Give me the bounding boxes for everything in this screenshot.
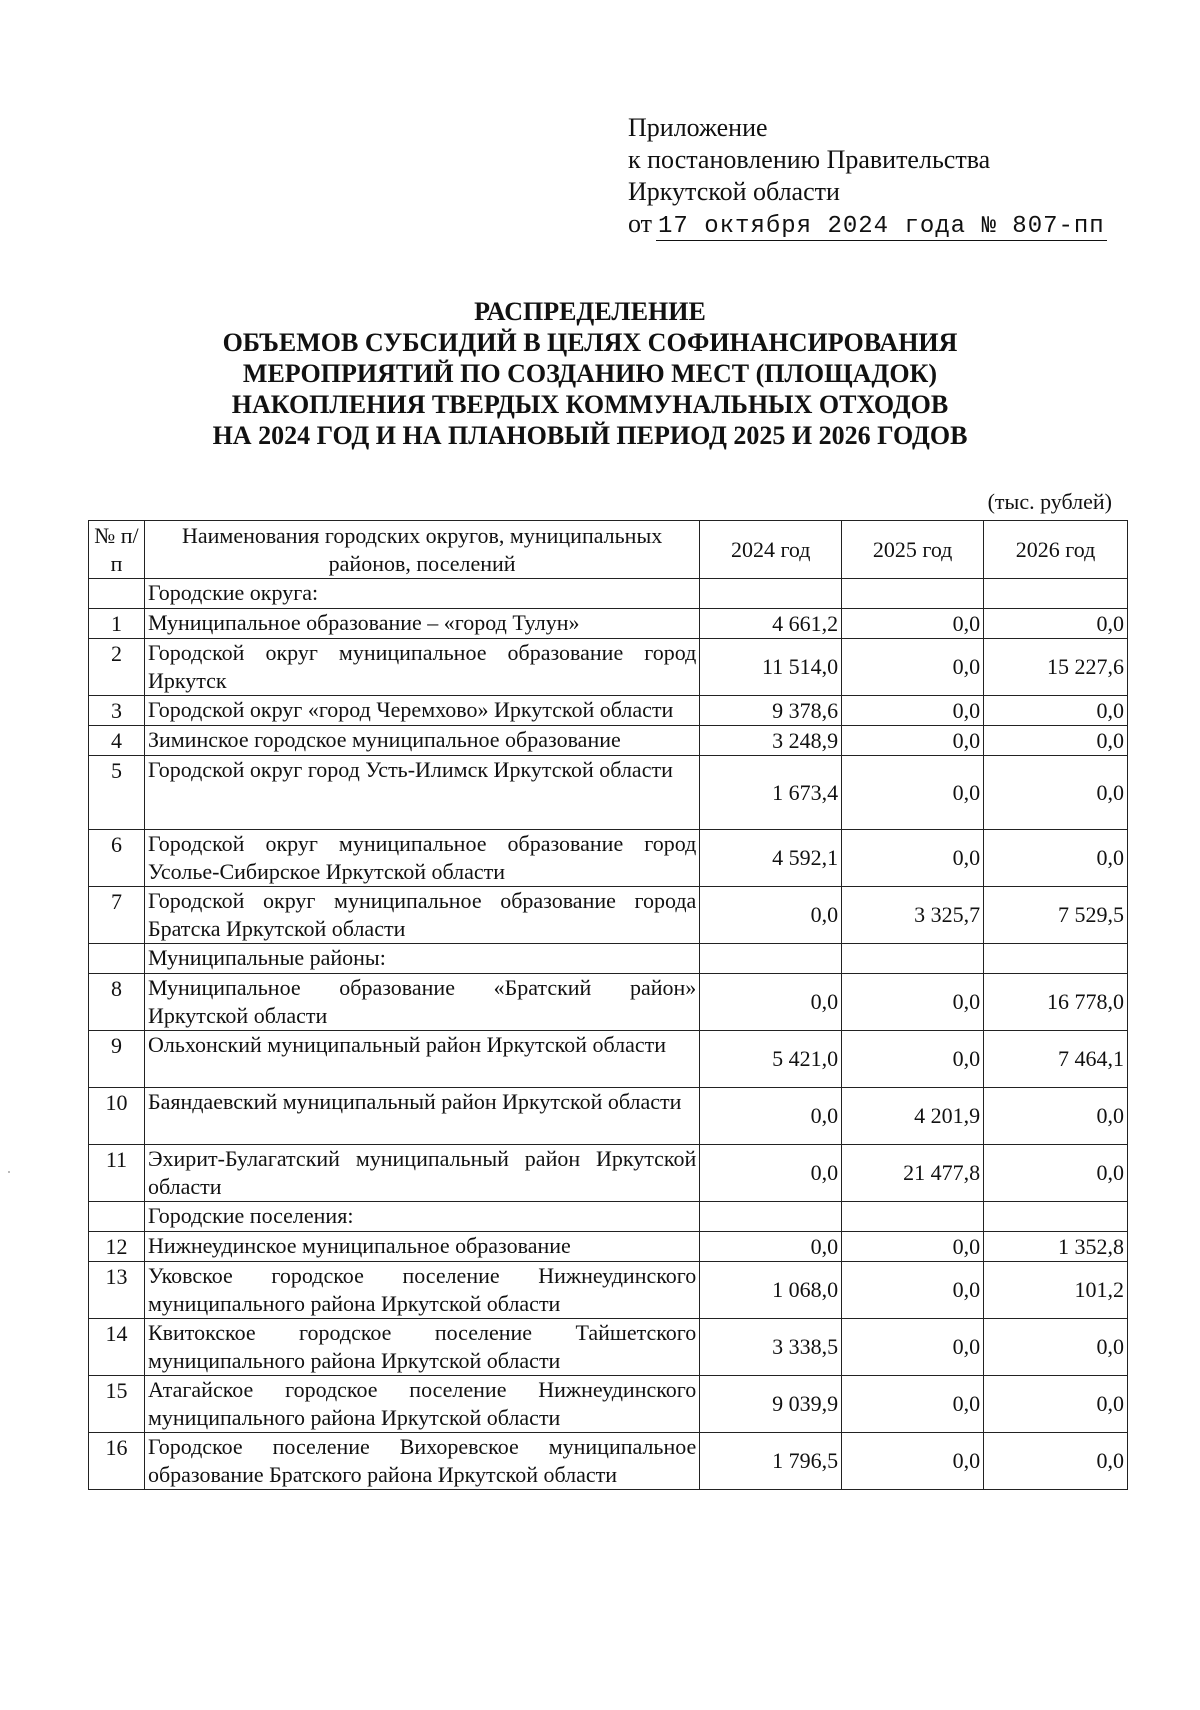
appendix-label: Приложение <box>628 113 768 142</box>
row-number: 13 <box>89 1262 145 1319</box>
row-name: Городское поселение Вихоревское муниципальное образование Братского района Иркутской области <box>144 1433 699 1490</box>
value-2025: 3 325,7 <box>842 887 984 944</box>
value-2025: 4 201,9 <box>842 1088 984 1145</box>
value-2024: 9 378,6 <box>700 696 842 726</box>
header-name: Наименования городских округов, муниципальных районов, поселений <box>144 521 699 579</box>
value-2024: 9 039,9 <box>700 1376 842 1433</box>
table-row <box>89 1145 1128 1202</box>
value-2026: 15 227,6 <box>984 639 1128 696</box>
value-2024: 4 592,1 <box>700 830 842 887</box>
row-name: Городской округ «город Черемхово» Иркутской области <box>144 696 699 726</box>
value-2025: 0,0 <box>842 756 984 830</box>
row-number: 6 <box>89 830 145 887</box>
value-2024: 5 421,0 <box>700 1031 842 1088</box>
row-number: 11 <box>89 1145 145 1202</box>
units-note: (тыс. рублей) <box>987 489 1112 514</box>
title-line: МЕРОПРИЯТИЙ ПО СОЗДАНИЮ МЕСТ (ПЛОЩАДОК) <box>242 359 938 388</box>
row-number: 14 <box>89 1319 145 1376</box>
table-row <box>89 1433 1128 1490</box>
row-number: 12 <box>89 1232 145 1262</box>
row-number: 16 <box>89 1433 145 1490</box>
value-2026: 16 778,0 <box>984 974 1128 1031</box>
value-2024: 4 661,2 <box>700 609 842 639</box>
table-row <box>89 696 1128 726</box>
value-2026: 101,2 <box>984 1262 1128 1319</box>
empty-cell <box>984 1202 1128 1232</box>
row-name: Баяндаевский муниципальный район Иркутской области <box>144 1088 699 1145</box>
empty-cell <box>842 944 984 974</box>
row-number: 3 <box>89 696 145 726</box>
value-2026: 0,0 <box>984 756 1128 830</box>
empty-cell <box>984 579 1128 609</box>
value-2025: 0,0 <box>842 639 984 696</box>
row-number: 5 <box>89 756 145 830</box>
document-title <box>0 296 1200 451</box>
value-2025: 0,0 <box>842 696 984 726</box>
row-name: Зиминское городское муниципальное образование <box>144 726 699 756</box>
header-2025: 2025 год <box>842 521 984 579</box>
empty-cell <box>984 944 1128 974</box>
section-label: Городские округа: <box>144 579 699 609</box>
header-2024: 2024 год <box>700 521 842 579</box>
table-section-row <box>89 944 1128 974</box>
value-2025: 0,0 <box>842 609 984 639</box>
row-number: 9 <box>89 1031 145 1088</box>
value-2024: 1 796,5 <box>700 1433 842 1490</box>
value-2024: 1 673,4 <box>700 756 842 830</box>
empty-cell <box>842 1202 984 1232</box>
value-2024: 11 514,0 <box>700 639 842 696</box>
table-row <box>89 1088 1128 1145</box>
table-row <box>89 726 1128 756</box>
section-label: Муниципальные районы: <box>144 944 699 974</box>
empty-cell <box>842 579 984 609</box>
appendix-from: от <box>628 209 653 238</box>
table-section-row <box>89 1202 1128 1232</box>
row-number: 15 <box>89 1376 145 1433</box>
value-2024: 3 248,9 <box>700 726 842 756</box>
empty-cell <box>700 579 842 609</box>
row-number: 10 <box>89 1088 145 1145</box>
row-number: 2 <box>89 639 145 696</box>
appendix-resolution: к постановлению Правительства <box>628 145 991 174</box>
table-row <box>89 830 1128 887</box>
empty-cell <box>700 944 842 974</box>
appendix-date: 17 октября 2024 года № 807-пп <box>658 213 1105 240</box>
value-2025: 0,0 <box>842 1031 984 1088</box>
table-body <box>89 579 1128 1490</box>
header-num: № п/п <box>89 521 145 579</box>
row-number: 8 <box>89 974 145 1031</box>
header-2026: 2026 год <box>984 521 1128 579</box>
table-row <box>89 609 1128 639</box>
value-2025: 0,0 <box>842 1433 984 1490</box>
appendix-date-line <box>628 208 1107 241</box>
scan-speck <box>8 1171 10 1173</box>
subsidy-table <box>88 520 1128 1490</box>
value-2025: 0,0 <box>842 830 984 887</box>
row-name: Эхирит-Булагатский муниципальный район Иркутской области <box>144 1145 699 1202</box>
value-2024: 1 068,0 <box>700 1262 842 1319</box>
table-row <box>89 1376 1128 1433</box>
table-row <box>89 887 1128 944</box>
value-2026: 7 529,5 <box>984 887 1128 944</box>
empty-cell <box>89 944 145 974</box>
row-number: 4 <box>89 726 145 756</box>
row-name: Уковское городское поселение Нижнеудинского муниципального района Иркутской области <box>144 1262 699 1319</box>
row-name: Муниципальное образование «Братский район» Иркутской области <box>144 974 699 1031</box>
title-line: ОБЪЕМОВ СУБСИДИЙ В ЦЕЛЯХ СОФИНАНСИРОВАНИЯ <box>222 328 958 357</box>
value-2026: 7 464,1 <box>984 1031 1128 1088</box>
row-number: 7 <box>89 887 145 944</box>
empty-cell <box>89 1202 145 1232</box>
row-name: Городской округ муниципальное образование город Иркутск <box>144 639 699 696</box>
section-label: Городские поселения: <box>144 1202 699 1232</box>
value-2024: 0,0 <box>700 1145 842 1202</box>
row-name: Муниципальное образование – «город Тулун» <box>144 609 699 639</box>
title-line: НАКОПЛЕНИЯ ТВЕРДЫХ КОММУНАЛЬНЫХ ОТХОДОВ <box>231 390 949 419</box>
value-2026: 0,0 <box>984 1088 1128 1145</box>
title-line: НА 2024 ГОД И НА ПЛАНОВЫЙ ПЕРИОД 2025 И 2026 ГОДОВ <box>212 421 968 450</box>
value-2026: 0,0 <box>984 830 1128 887</box>
row-number: 1 <box>89 609 145 639</box>
value-2024: 3 338,5 <box>700 1319 842 1376</box>
title-line: РАСПРЕДЕЛЕНИЕ <box>474 297 706 326</box>
value-2026: 0,0 <box>984 696 1128 726</box>
value-2025: 0,0 <box>842 974 984 1031</box>
row-name: Квитокское городское поселение Тайшетского муниципального района Иркутской области <box>144 1319 699 1376</box>
table-row <box>89 756 1128 830</box>
value-2026: 0,0 <box>984 1319 1128 1376</box>
table-section-row <box>89 579 1128 609</box>
value-2025: 21 477,8 <box>842 1145 984 1202</box>
table-row <box>89 1031 1128 1088</box>
table-header-row <box>89 521 1128 579</box>
value-2026: 0,0 <box>984 726 1128 756</box>
row-name: Городской округ муниципальное образование города Братска Иркутской области <box>144 887 699 944</box>
value-2026: 1 352,8 <box>984 1232 1128 1262</box>
empty-cell <box>700 1202 842 1232</box>
value-2025: 0,0 <box>842 726 984 756</box>
value-2026: 0,0 <box>984 609 1128 639</box>
value-2024: 0,0 <box>700 887 842 944</box>
row-name: Ольхонский муниципальный район Иркутской области <box>144 1031 699 1088</box>
row-name: Атагайское городское поселение Нижнеудинского муниципального района Иркутской области <box>144 1376 699 1433</box>
table-row <box>89 1232 1128 1262</box>
table-row <box>89 1262 1128 1319</box>
table-row <box>89 639 1128 696</box>
value-2024: 0,0 <box>700 974 842 1031</box>
value-2025: 0,0 <box>842 1376 984 1433</box>
value-2026: 0,0 <box>984 1433 1128 1490</box>
value-2025: 0,0 <box>842 1319 984 1376</box>
value-2026: 0,0 <box>984 1376 1128 1433</box>
value-2024: 0,0 <box>700 1232 842 1262</box>
table-row <box>89 974 1128 1031</box>
table-row <box>89 1319 1128 1376</box>
value-2025: 0,0 <box>842 1262 984 1319</box>
empty-cell <box>89 579 145 609</box>
value-2026: 0,0 <box>984 1145 1128 1202</box>
value-2024: 0,0 <box>700 1088 842 1145</box>
row-name: Городской округ город Усть-Илимск Иркутской области <box>144 756 699 830</box>
row-name: Нижнеудинское муниципальное образование <box>144 1232 699 1262</box>
appendix-block <box>628 112 1107 241</box>
row-name: Городской округ муниципальное образование город Усолье-Сибирское Иркутской области <box>144 830 699 887</box>
appendix-region: Иркутской области <box>628 177 840 206</box>
value-2025: 0,0 <box>842 1232 984 1262</box>
